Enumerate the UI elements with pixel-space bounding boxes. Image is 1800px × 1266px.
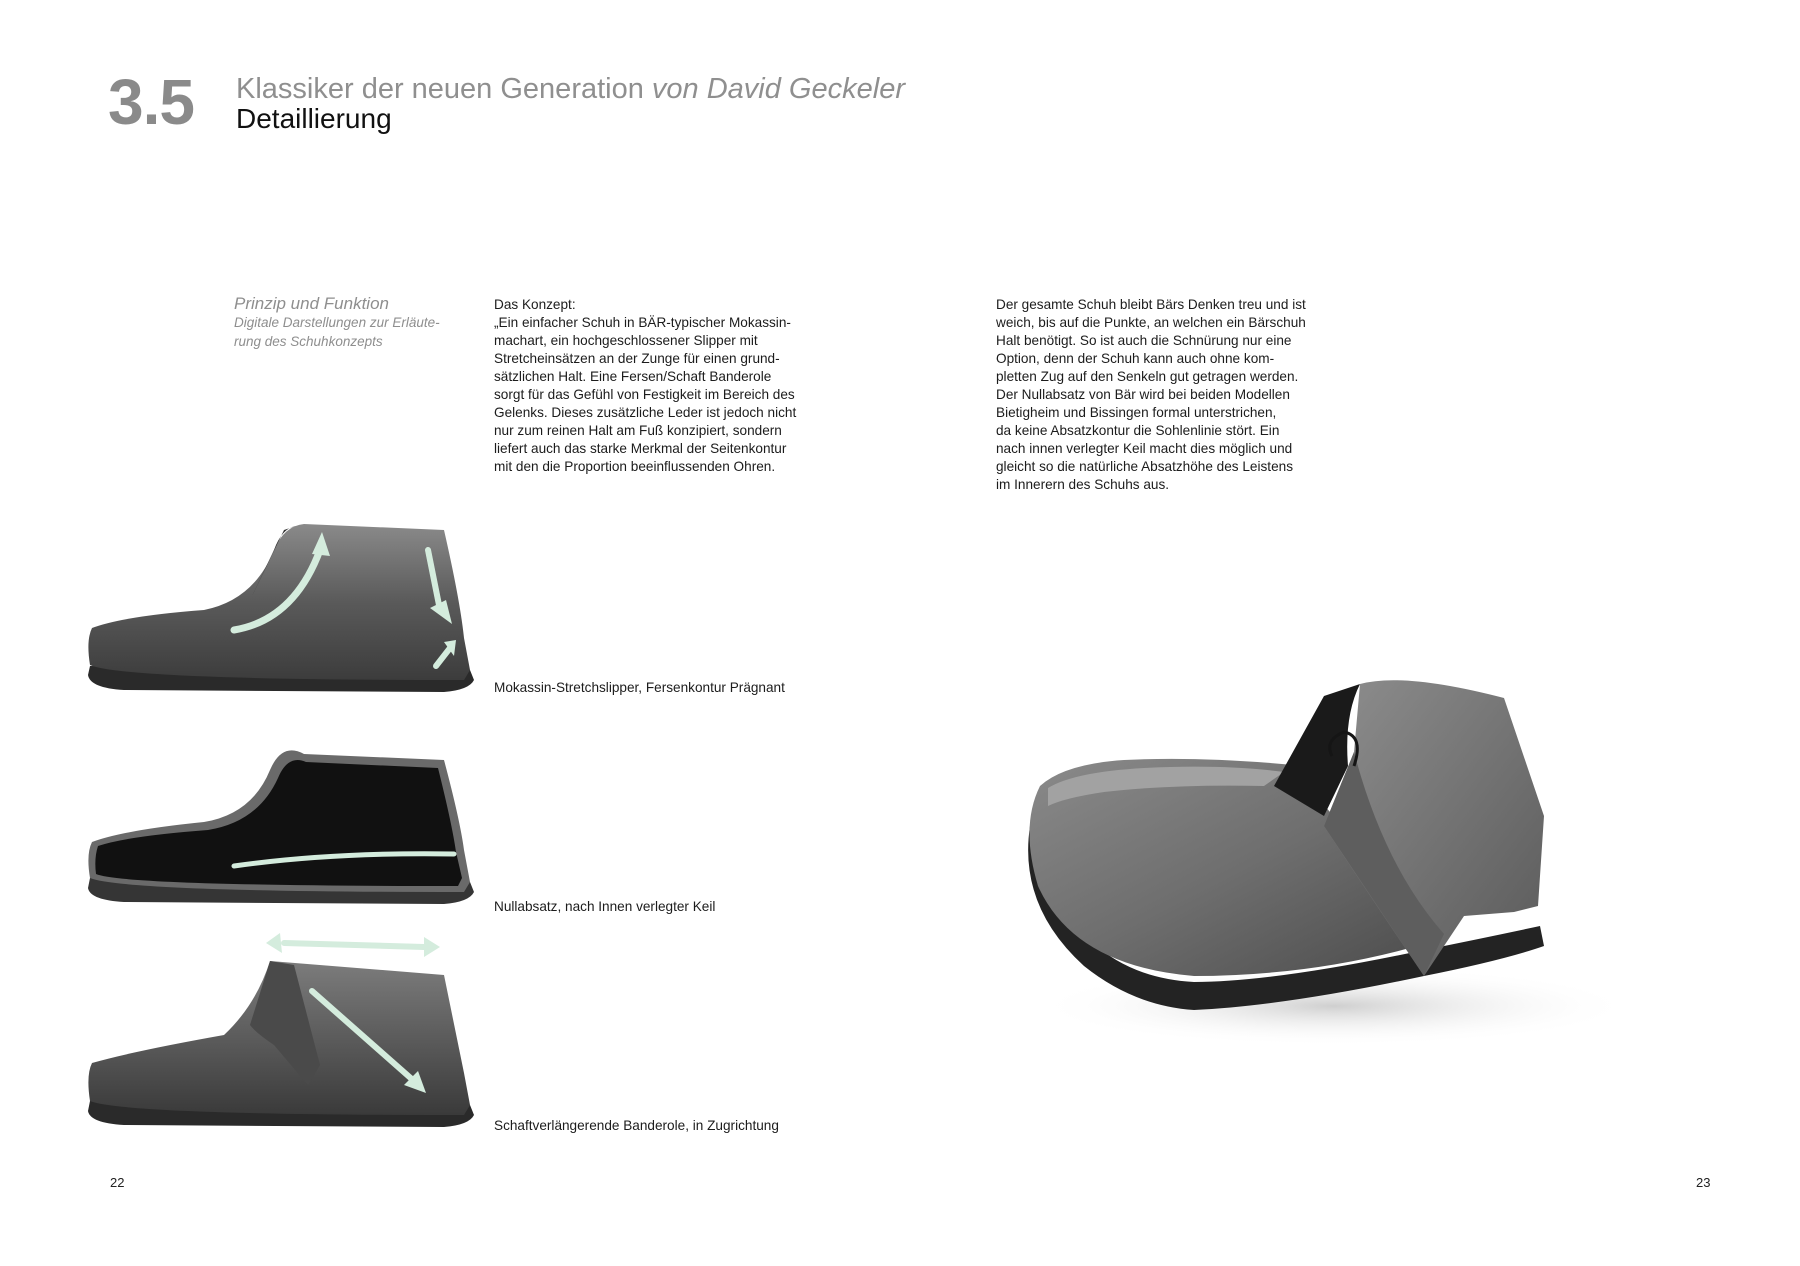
shoe-illustration-2 (84, 740, 484, 915)
sidebar-caption: Digitale Darstellungen zur Erläute- rung des Schuhkonzepts (234, 315, 440, 349)
shoe-illustration-3 (84, 925, 484, 1130)
shoe-cross-section (95, 760, 462, 886)
right-paragraph: Der gesamte Schuh bleibt Bärs Denken treu und ist weich, bis auf die Punkte, an welchen ein Bärschuh Halt benötigt. So ist auch die Schnürung nur eine Option, denn der Schuh kann auch ohne kom- pletten Zug auf den Senkeln gut getragen werden. Der Nullabsatz von Bär wird bei beiden Modellen Bietigheim und Bissingen formal unterstrichen, da keine Absatzkontur die Sohlenlinie stört. Ein nach innen verlegter Keil macht dies möglich und gleicht so die natürliche Absatzhöhe des Leistens im Innerern des Schuhs aus. (996, 297, 1306, 492)
caption-3: Schaftverlängerende Banderole, in Zugrichtung (494, 1118, 779, 1133)
concept-paragraph: Das Konzept: „Ein einfacher Schuh in BÄR-typischer Mokassin- machart, ein hochgeschlossener Slipper mit Stretcheinsätzen an der Zunge für einen grund- sätzlichen Halt. Eine Fersen/Schaft Banderole sorgt für das Gefühl von Festigkeit im Bereich des Gelenks. Dieses zusätzliche Leder ist jedoch nicht nur zum reinen Halt am Fuß konzipiert, sondern liefert auch das starke Merkmal der Seitenkontur mit den die Proportion beeinflussenden Ohren. (494, 297, 797, 474)
page-number-right: 23 (1696, 1175, 1711, 1190)
shoe-illustration-1 (84, 520, 484, 695)
chapter-title: Detaillierung (236, 103, 392, 134)
page-number-left: 22 (110, 1175, 125, 1190)
shoe-upper (88, 524, 470, 680)
series-title (236, 74, 905, 106)
chapter-number: 3.5 (108, 66, 194, 138)
series-title-text: Klassiker der neuen Generation (236, 73, 644, 105)
shoe-render-large (1024, 676, 1644, 1056)
caption-2: Nullabsatz, nach Innen verlegter Keil (494, 899, 716, 914)
double-arrow (284, 943, 424, 947)
caption-1: Mokassin-Stretchslipper, Fersenkontur Prägnant (494, 680, 785, 695)
sidebar-heading: Prinzip und Funktion (234, 294, 389, 313)
author-name: von David Geckeler (651, 73, 905, 105)
sidebar (234, 294, 474, 351)
